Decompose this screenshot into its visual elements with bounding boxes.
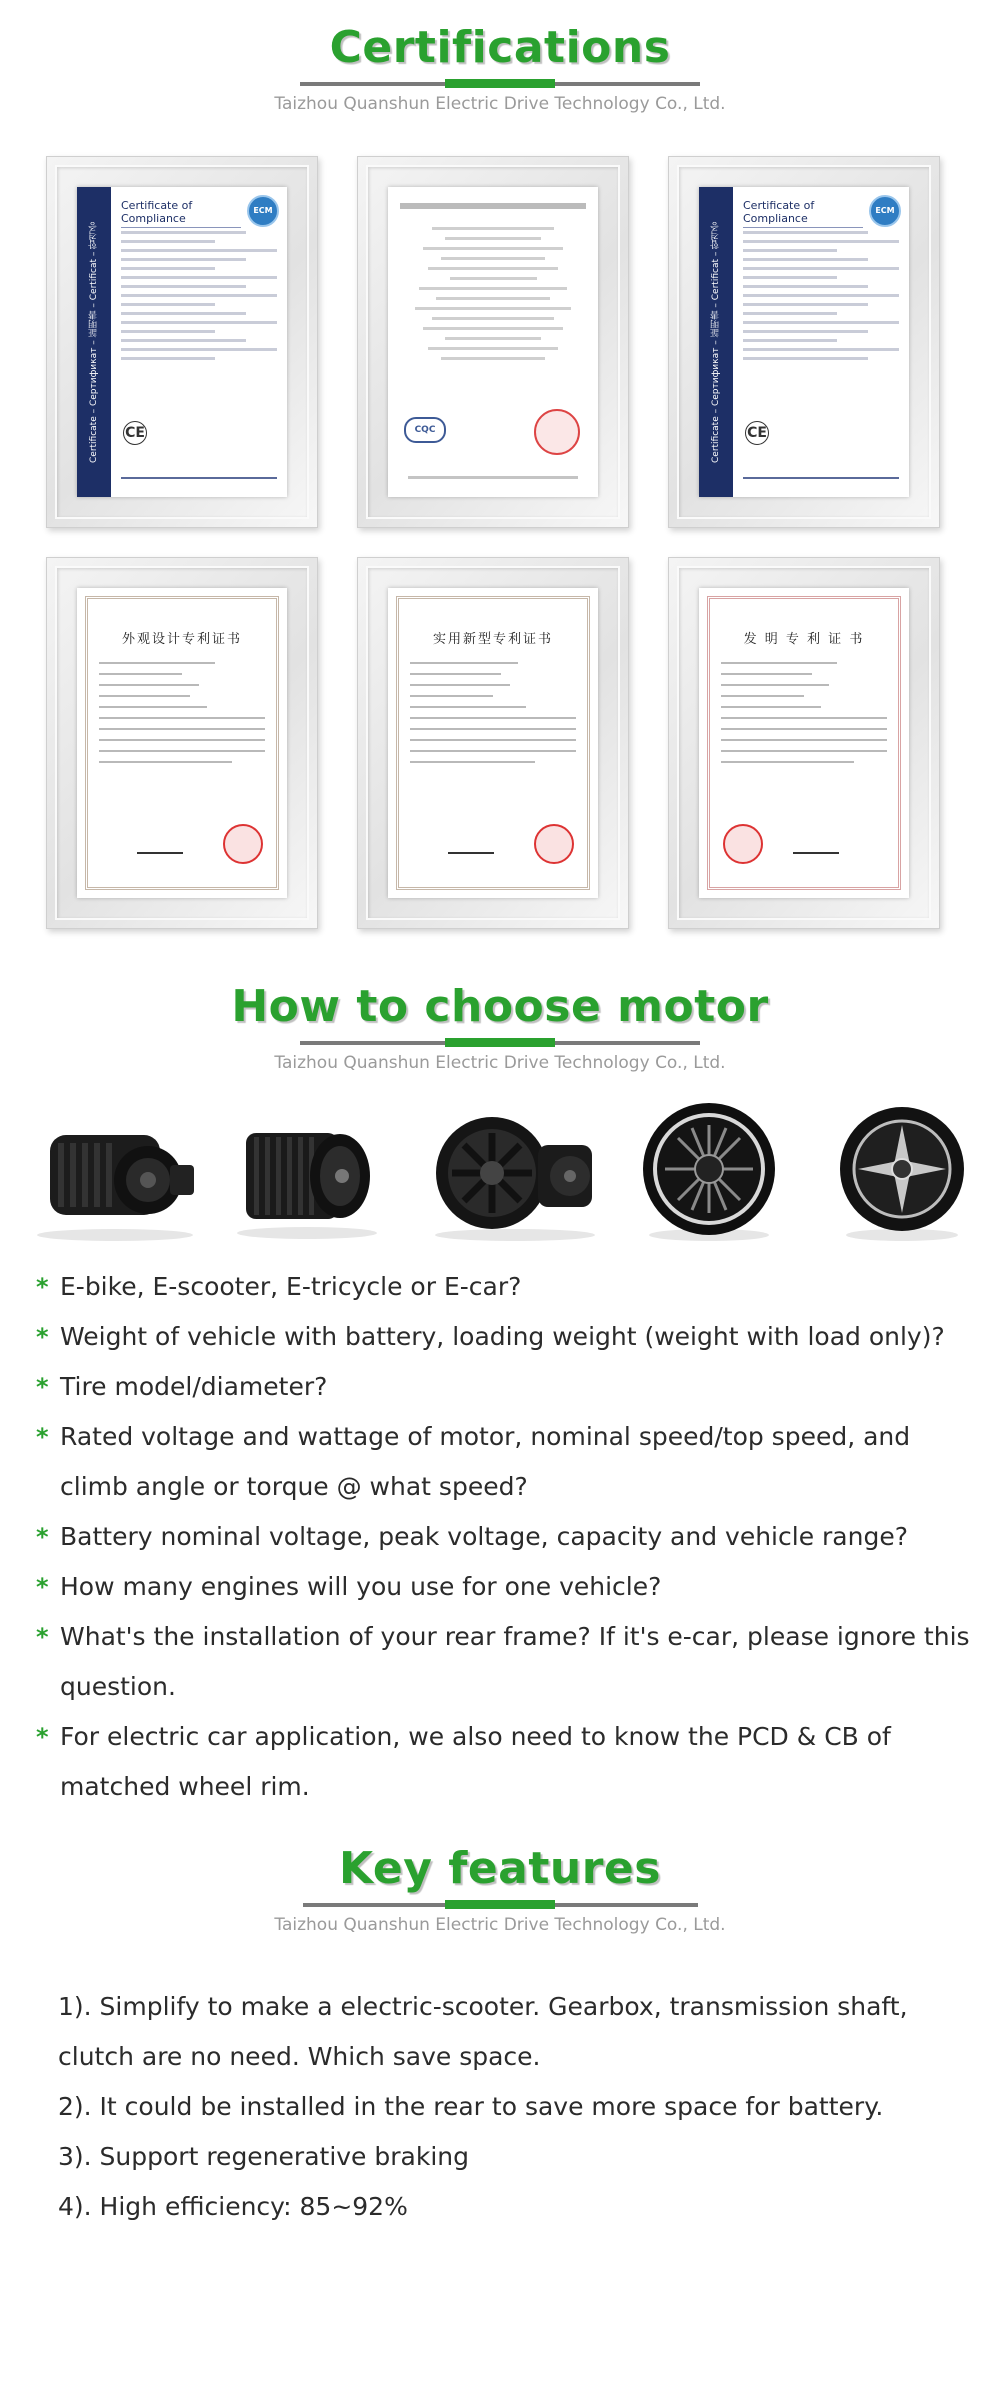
bullet-star-icon: * [36, 1373, 49, 1401]
red-seal-icon [223, 824, 263, 864]
certificate-document [699, 588, 909, 898]
signature-icon [448, 838, 494, 854]
ce-mark-icon: CE [123, 421, 147, 445]
choose-motor-header [0, 981, 1000, 1073]
certificate-side-band: Certificate – Сертификат – 証明書 – Certificat – 합격증 [699, 187, 733, 497]
signature-icon [137, 838, 183, 854]
certificate-heading: 实用新型专利证书 [432, 632, 553, 647]
certificate-side-band: Certificate – Сертификат – 証明書 – Certificat – 합격증 [77, 187, 111, 497]
certificate-ce-2[interactable] [668, 156, 940, 528]
key-features-divider [303, 1903, 698, 1907]
red-seal-icon [723, 824, 763, 864]
certifications-divider [300, 82, 700, 86]
list-item: * E-bike, E-scooter, E-tricycle or E-car? [36, 1262, 976, 1312]
bullet-star-icon: * [36, 1573, 49, 1601]
certificate-ce-1[interactable] [46, 156, 318, 528]
list-item: 3). Support regenerative braking [58, 2142, 469, 2171]
list-item: * Battery nominal voltage, peak voltage, capacity and vehicle range? [36, 1512, 976, 1562]
certificate-document [77, 588, 287, 898]
certifications-subtitle: Taizhou Quanshun Electric Drive Technology Co., Ltd. [274, 94, 726, 114]
certificate-text-lines [121, 231, 277, 366]
choose-motor-subtitle: Taizhou Quanshun Electric Drive Technology Co., Ltd. [274, 1053, 726, 1073]
certificate-signature-line [121, 477, 277, 479]
certificate-patent-utility[interactable] [357, 557, 629, 929]
certificate-text-lines [721, 662, 887, 772]
mid-drive-motor-image [30, 1095, 200, 1245]
certificate-text-lines [406, 227, 580, 367]
certificate-heading: 发 明 专 利 证 书 [743, 632, 865, 647]
certificate-footer-line [408, 476, 578, 479]
certificate-document [388, 588, 598, 898]
key-features-header [0, 1843, 1000, 1935]
certifications-header [0, 22, 1000, 114]
certificate-text-lines [743, 231, 899, 366]
ecm-logo-icon: ECM [247, 195, 279, 227]
bullet-star-icon: * [36, 1523, 49, 1551]
ecm-logo-icon: ECM [869, 195, 901, 227]
cqc-logo-icon: CQC [404, 417, 446, 443]
list-item: * For electric car application, we also need to know the PCD & CB of matched wheel rim. [36, 1712, 976, 1812]
key-features-list [58, 1982, 978, 2232]
key-features-subtitle: Taizhou Quanshun Electric Drive Technology Co., Ltd. [274, 1915, 726, 1935]
bullet-star-icon: * [36, 1723, 49, 1751]
in-wheel-motor-image [634, 1095, 784, 1245]
certificate-text-lines [99, 662, 265, 772]
list-item: 4). High efficiency: 85~92% [58, 2192, 408, 2221]
list-item: 2). It could be installed in the rear to save more space for battery. [58, 2092, 884, 2121]
wheel-hub-motor-pair-image [430, 1095, 600, 1245]
list-item: * Weight of vehicle with battery, loading weight (weight with load only)? [36, 1312, 976, 1362]
list-item: * How many engines will you use for one vehicle? [36, 1562, 976, 1612]
certificate-heading-bar [400, 203, 586, 209]
certificate-document [77, 187, 287, 497]
list-item: 1). Simplify to make a electric-scooter. Gearbox, transmission shaft, clutch are no need. Which save space. [58, 1992, 908, 2071]
signature-icon [793, 838, 839, 854]
certificate-signature-line [743, 477, 899, 479]
bullet-star-icon: * [36, 1273, 49, 1301]
certifications-title: Certifications [329, 22, 671, 73]
certificate-document [699, 187, 909, 497]
certificate-heading: 外观设计专利证书 [121, 632, 242, 647]
certificate-heading: Certificate of Compliance [121, 199, 241, 228]
certificate-document [388, 187, 598, 497]
red-seal-icon [534, 409, 580, 455]
certificate-text-lines [410, 662, 576, 772]
bullet-star-icon: * [36, 1323, 49, 1351]
red-seal-icon [534, 824, 574, 864]
hub-motor-cylinder-image [232, 1095, 382, 1245]
list-item: * Rated voltage and wattage of motor, nominal speed/top speed, and climb angle or torque @ what speed? [36, 1412, 976, 1512]
bullet-star-icon: * [36, 1423, 49, 1451]
list-item: * What's the installation of your rear frame? If it's e-car, please ignore this question. [36, 1612, 976, 1712]
list-item: * Tire model/diameter? [36, 1362, 976, 1412]
certificate-ccc[interactable] [357, 156, 629, 528]
choose-motor-title: How to choose motor [231, 981, 769, 1032]
certificate-patent-design[interactable] [46, 557, 318, 929]
certificate-heading: Certificate of Compliance [743, 199, 863, 228]
choose-motor-questions [36, 1262, 976, 1812]
scooter-hub-motor-image [832, 1095, 972, 1245]
key-features-title: Key features [339, 1843, 661, 1894]
choose-motor-divider [300, 1041, 700, 1045]
ce-mark-icon: CE [745, 421, 769, 445]
bullet-star-icon: * [36, 1623, 49, 1651]
certificate-patent-invention[interactable] [668, 557, 940, 929]
